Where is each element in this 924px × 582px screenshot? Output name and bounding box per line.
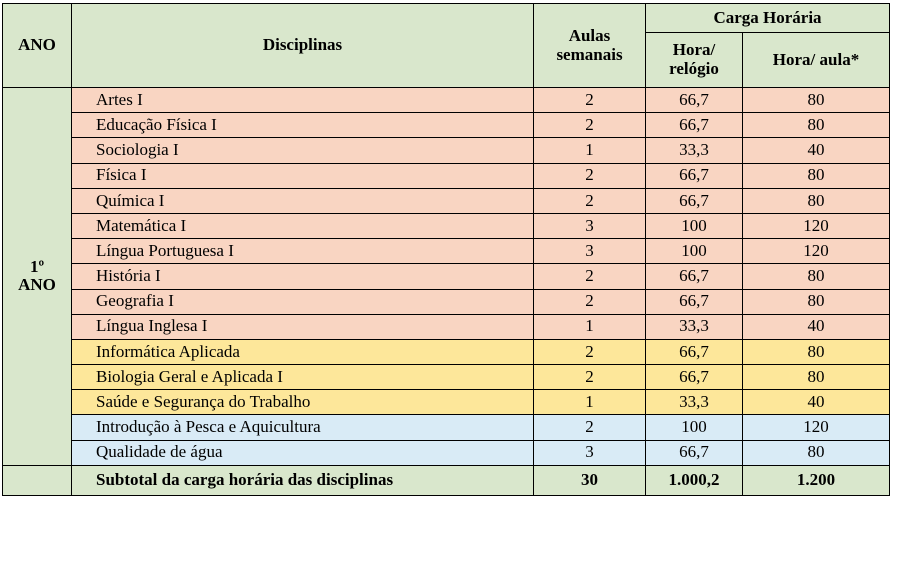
hora-aula-cell: 80 (743, 365, 890, 390)
hora-aula-cell: 80 (743, 440, 890, 465)
disciplina-cell: Matemática I (72, 213, 534, 238)
table-row (3, 163, 890, 188)
aulas-cell: 2 (534, 289, 646, 314)
disciplina-cell: Educação Física I (72, 113, 534, 138)
year-line1: 1º (29, 256, 45, 276)
year-cell (3, 88, 72, 466)
header-hora-relogio-line2: relógio (669, 59, 719, 78)
aulas-cell: 2 (534, 264, 646, 289)
disciplina-cell: Língua Portuguesa I (72, 239, 534, 264)
hora-aula-cell: 40 (743, 390, 890, 415)
aulas-cell: 2 (534, 339, 646, 364)
table-body (3, 88, 890, 496)
header-carga-horaria: Carga Horária (646, 4, 890, 33)
table-row (3, 213, 890, 238)
aulas-cell: 2 (534, 163, 646, 188)
hora-relogio-cell: 100 (646, 239, 743, 264)
disciplina-cell: Língua Inglesa I (72, 314, 534, 339)
aulas-cell: 2 (534, 365, 646, 390)
header-hora-relogio-line1: Hora/ (672, 40, 716, 60)
hora-relogio-cell: 66,7 (646, 88, 743, 113)
hora-relogio-cell: 66,7 (646, 440, 743, 465)
hora-aula-cell: 40 (743, 314, 890, 339)
hora-aula-cell: 80 (743, 88, 890, 113)
hora-relogio-cell: 66,7 (646, 163, 743, 188)
hora-relogio-cell: 33,3 (646, 390, 743, 415)
aulas-cell: 2 (534, 88, 646, 113)
hora-aula-cell: 120 (743, 213, 890, 238)
hora-aula-cell: 80 (743, 163, 890, 188)
disciplina-cell: Informática Aplicada (72, 339, 534, 364)
curriculum-table (2, 3, 890, 496)
disciplina-cell: Biologia Geral e Aplicada I (72, 365, 534, 390)
subtotal-empty-cell (3, 465, 72, 495)
aulas-cell: 3 (534, 440, 646, 465)
disciplina-cell: Introdução à Pesca e Aquicultura (72, 415, 534, 440)
aulas-cell: 1 (534, 390, 646, 415)
subtotal-aulas: 30 (534, 465, 646, 495)
hora-relogio-cell: 66,7 (646, 289, 743, 314)
curriculum-table-wrapper (2, 3, 890, 496)
hora-relogio-cell: 33,3 (646, 314, 743, 339)
disciplina-cell: Física I (72, 163, 534, 188)
disciplina-cell: Sociologia I (72, 138, 534, 163)
header-aulas-line2: semanais (556, 44, 623, 64)
header-hora-aula: Hora/ aula* (743, 33, 890, 88)
table-row (3, 138, 890, 163)
aulas-cell: 3 (534, 213, 646, 238)
table-row (3, 415, 890, 440)
hora-aula-cell: 120 (743, 415, 890, 440)
disciplina-cell: Geografia I (72, 289, 534, 314)
aulas-cell: 3 (534, 239, 646, 264)
hora-aula-cell: 80 (743, 339, 890, 364)
aulas-cell: 2 (534, 113, 646, 138)
year-line2: ANO (18, 275, 56, 295)
table-row (3, 264, 890, 289)
aulas-cell: 2 (534, 188, 646, 213)
table-row (3, 390, 890, 415)
table-row (3, 339, 890, 364)
subtotal-label: Subtotal da carga horária das disciplinas (72, 465, 534, 495)
hora-aula-cell: 80 (743, 188, 890, 213)
subtotal-row (3, 465, 890, 495)
table-row (3, 239, 890, 264)
table-row (3, 188, 890, 213)
hora-aula-cell: 80 (743, 113, 890, 138)
header-ano: ANO (3, 4, 72, 88)
table-row (3, 314, 890, 339)
hora-aula-cell: 80 (743, 289, 890, 314)
header-aulas-semanais (534, 4, 646, 88)
hora-relogio-cell: 66,7 (646, 339, 743, 364)
disciplina-cell: Saúde e Segurança do Trabalho (72, 390, 534, 415)
table-row (3, 88, 890, 113)
hora-aula-cell: 120 (743, 239, 890, 264)
header-aulas-line1: Aulas (568, 25, 611, 45)
subtotal-hora-aula: 1.200 (743, 465, 890, 495)
hora-relogio-cell: 66,7 (646, 264, 743, 289)
hora-relogio-cell: 66,7 (646, 113, 743, 138)
disciplina-cell: História I (72, 264, 534, 289)
hora-aula-cell: 40 (743, 138, 890, 163)
subtotal-hora-relogio: 1.000,2 (646, 465, 743, 495)
aulas-cell: 2 (534, 415, 646, 440)
header-row-1 (3, 4, 890, 33)
aulas-cell: 1 (534, 138, 646, 163)
header-disciplinas: Disciplinas (72, 4, 534, 88)
table-row (3, 365, 890, 390)
hora-relogio-cell: 100 (646, 213, 743, 238)
hora-relogio-cell: 33,3 (646, 138, 743, 163)
table-row (3, 289, 890, 314)
disciplina-cell: Qualidade de água (72, 440, 534, 465)
hora-relogio-cell: 100 (646, 415, 743, 440)
table-row (3, 440, 890, 465)
disciplina-cell: Química I (72, 188, 534, 213)
hora-aula-cell: 80 (743, 264, 890, 289)
hora-relogio-cell: 66,7 (646, 188, 743, 213)
disciplina-cell: Artes I (72, 88, 534, 113)
hora-relogio-cell: 66,7 (646, 365, 743, 390)
header-hora-relogio (646, 33, 743, 88)
aulas-cell: 1 (534, 314, 646, 339)
table-row (3, 113, 890, 138)
